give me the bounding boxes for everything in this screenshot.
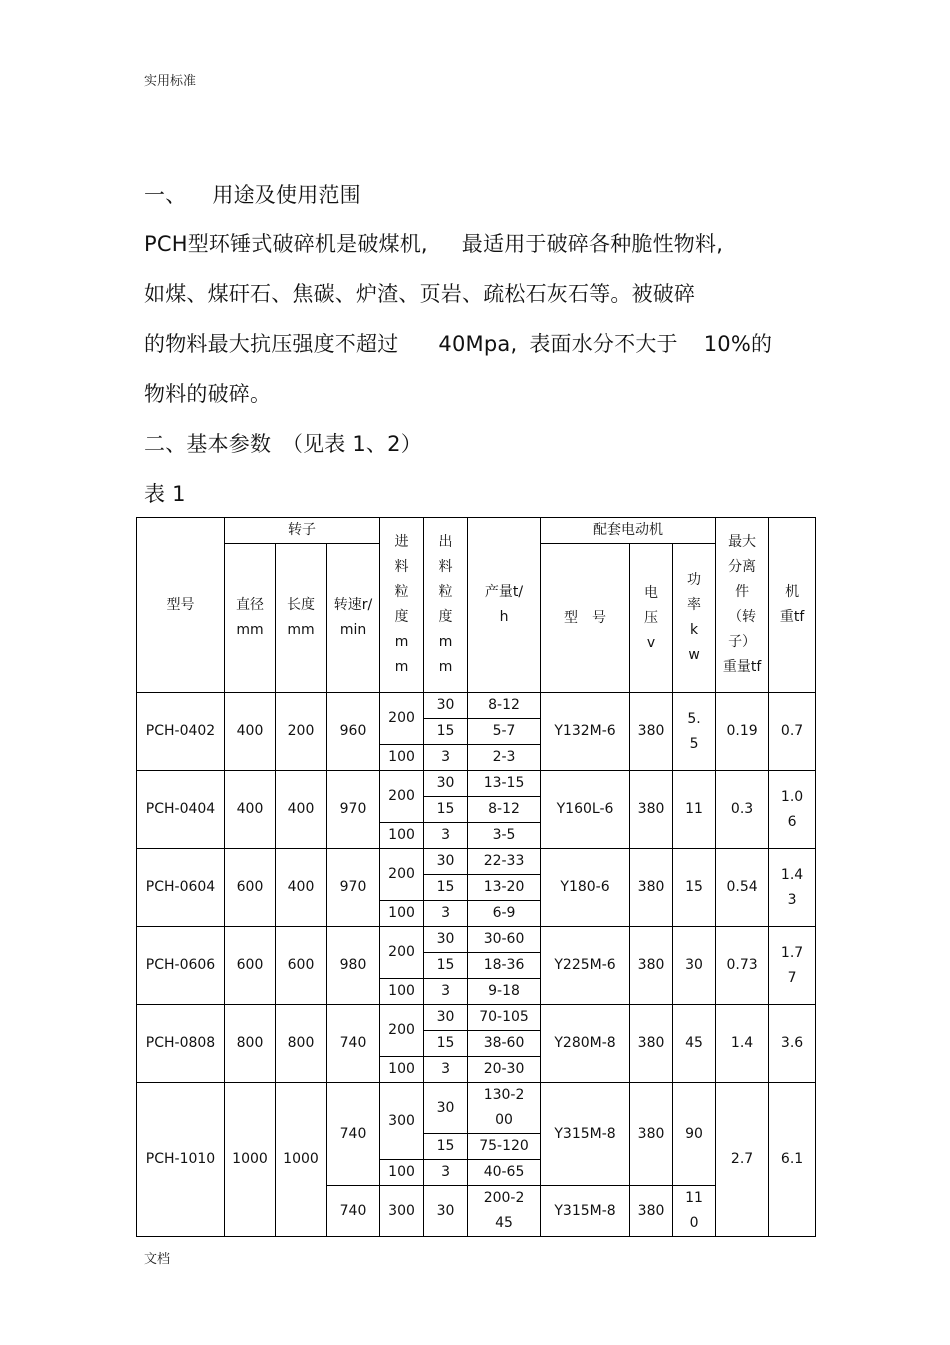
cell-out: 15	[424, 797, 468, 823]
cell-prod: 30-60	[468, 927, 541, 953]
cell-model: PCH-0606	[137, 927, 225, 1005]
cell-feed: 200	[380, 849, 424, 901]
header-power: 功率kw	[673, 544, 716, 693]
parameter-table	[136, 517, 816, 1237]
header-diameter: 直径mm	[225, 544, 276, 693]
table-row	[137, 927, 816, 953]
header-rotor: 转子	[225, 518, 380, 544]
cell-model: PCH-0808	[137, 1005, 225, 1083]
cell-motor: Y225M-6	[541, 927, 630, 1005]
page-footer: 文档	[144, 1252, 171, 1267]
cell-part-weight: 0.54	[716, 849, 769, 927]
cell-motor: Y315M-8	[541, 1083, 630, 1186]
cell-power: 110	[673, 1186, 716, 1237]
header-speed: 转速r/min	[327, 544, 380, 693]
cell-out: 30	[424, 693, 468, 719]
table-row	[137, 771, 816, 797]
header-motor: 配套电动机	[541, 518, 716, 544]
cell-diameter: 1000	[225, 1083, 276, 1237]
paragraph-line-2: 如煤、煤矸石、焦碳、炉渣、页岩、疏松石灰石等。被破碎	[144, 282, 696, 306]
paragraph-line-3: 的物料最大抗压强度不超过 40Mpa, 表面水分不大于 10%的	[144, 332, 773, 356]
cell-prod: 70-105	[468, 1005, 541, 1031]
cell-prod: 6-9	[468, 901, 541, 927]
cell-power: 90	[673, 1083, 716, 1186]
cell-prod: 18-36	[468, 953, 541, 979]
cell-motor: Y280M-8	[541, 1005, 630, 1083]
cell-weight: 6.1	[769, 1083, 816, 1237]
cell-diameter: 600	[225, 927, 276, 1005]
cell-power: 11	[673, 771, 716, 849]
cell-voltage: 380	[630, 693, 673, 771]
cell-feed: 100	[380, 901, 424, 927]
cell-speed: 980	[327, 927, 380, 1005]
cell-prod: 3-5	[468, 823, 541, 849]
cell-length: 400	[276, 849, 327, 927]
cell-power: 45	[673, 1005, 716, 1083]
cell-diameter: 600	[225, 849, 276, 927]
header-model: 型号	[137, 518, 225, 693]
cell-out: 30	[424, 927, 468, 953]
cell-feed: 100	[380, 745, 424, 771]
table-row	[137, 1083, 816, 1134]
cell-prod: 200-245	[468, 1186, 541, 1237]
table-caption: 表 1	[144, 482, 186, 506]
cell-power: 5.5	[673, 693, 716, 771]
cell-model: PCH-0604	[137, 849, 225, 927]
cell-feed: 200	[380, 927, 424, 979]
cell-voltage: 380	[630, 1186, 673, 1237]
cell-out: 3	[424, 1057, 468, 1083]
cell-speed: 960	[327, 693, 380, 771]
header-feed-size: 进料粒度mm	[380, 518, 424, 693]
cell-speed: 740	[327, 1005, 380, 1083]
section-1-title: 一、 用途及使用范围	[144, 183, 361, 207]
cell-motor: Y180-6	[541, 849, 630, 927]
cell-feed: 200	[380, 693, 424, 745]
cell-part-weight: 0.73	[716, 927, 769, 1005]
cell-part-weight: 1.4	[716, 1005, 769, 1083]
header-motor-model: 型 号	[541, 544, 630, 693]
cell-weight: 1.06	[769, 771, 816, 849]
cell-out: 30	[424, 1005, 468, 1031]
cell-prod: 130-200	[468, 1083, 541, 1134]
cell-speed: 740	[327, 1083, 380, 1186]
cell-part-weight: 0.19	[716, 693, 769, 771]
cell-length: 800	[276, 1005, 327, 1083]
cell-feed: 300	[380, 1083, 424, 1160]
cell-out: 3	[424, 979, 468, 1005]
cell-voltage: 380	[630, 849, 673, 927]
cell-motor: Y132M-6	[541, 693, 630, 771]
cell-prod: 8-12	[468, 797, 541, 823]
cell-prod: 13-15	[468, 771, 541, 797]
cell-part-weight: 0.3	[716, 771, 769, 849]
cell-feed: 100	[380, 823, 424, 849]
table-row	[137, 693, 816, 719]
header-row-1	[137, 518, 816, 544]
header-output-size: 出料粒度mm	[424, 518, 468, 693]
cell-prod: 38-60	[468, 1031, 541, 1057]
cell-voltage: 380	[630, 771, 673, 849]
cell-diameter: 800	[225, 1005, 276, 1083]
cell-feed: 300	[380, 1186, 424, 1237]
cell-prod: 5-7	[468, 719, 541, 745]
cell-feed: 200	[380, 1005, 424, 1057]
cell-feed: 100	[380, 1057, 424, 1083]
cell-feed: 200	[380, 771, 424, 823]
cell-voltage: 380	[630, 1083, 673, 1186]
section-2-title: 二、基本参数 （见表 1、2）	[144, 432, 422, 456]
cell-out: 15	[424, 1134, 468, 1160]
header-output: 产量t/h	[468, 518, 541, 693]
cell-length: 200	[276, 693, 327, 771]
cell-prod: 13-20	[468, 875, 541, 901]
cell-weight: 3.6	[769, 1005, 816, 1083]
cell-out: 3	[424, 901, 468, 927]
cell-model: PCH-0404	[137, 771, 225, 849]
cell-voltage: 380	[630, 927, 673, 1005]
paragraph-line-1: PCH型环锤式破碎机是破煤机, 最适用于破碎各种脆性物料,	[144, 232, 724, 256]
header-voltage: 电压v	[630, 544, 673, 693]
cell-prod: 20-30	[468, 1057, 541, 1083]
cell-out: 3	[424, 823, 468, 849]
header-machine-weight: 机重tf	[769, 518, 816, 693]
cell-feed: 100	[380, 979, 424, 1005]
page-header: 实用标准	[144, 74, 197, 89]
cell-out: 15	[424, 875, 468, 901]
cell-diameter: 400	[225, 771, 276, 849]
cell-power: 30	[673, 927, 716, 1005]
cell-length: 400	[276, 771, 327, 849]
cell-motor: Y160L-6	[541, 771, 630, 849]
cell-weight: 0.7	[769, 693, 816, 771]
cell-out: 3	[424, 1160, 468, 1186]
cell-prod: 8-12	[468, 693, 541, 719]
cell-prod: 2-3	[468, 745, 541, 771]
cell-length: 600	[276, 927, 327, 1005]
header-max-part-weight: 最大分离件（转子）重量tf	[716, 518, 769, 693]
cell-out: 30	[424, 771, 468, 797]
cell-diameter: 400	[225, 693, 276, 771]
cell-model: PCH-0402	[137, 693, 225, 771]
cell-model: PCH-1010	[137, 1083, 225, 1237]
cell-weight: 1.43	[769, 849, 816, 927]
paragraph-line-4: 物料的破碎。	[144, 382, 272, 406]
table-row	[137, 1005, 816, 1031]
cell-prod: 75-120	[468, 1134, 541, 1160]
cell-prod: 40-65	[468, 1160, 541, 1186]
cell-part-weight: 2.7	[716, 1083, 769, 1237]
cell-out: 15	[424, 953, 468, 979]
cell-out: 30	[424, 849, 468, 875]
cell-speed: 740	[327, 1186, 380, 1237]
cell-power: 15	[673, 849, 716, 927]
table-row	[137, 849, 816, 875]
cell-out: 15	[424, 1031, 468, 1057]
cell-out: 30	[424, 1083, 468, 1134]
cell-feed: 100	[380, 1160, 424, 1186]
cell-weight: 1.77	[769, 927, 816, 1005]
cell-out: 15	[424, 719, 468, 745]
cell-prod: 9-18	[468, 979, 541, 1005]
cell-voltage: 380	[630, 1005, 673, 1083]
cell-prod: 22-33	[468, 849, 541, 875]
cell-length: 1000	[276, 1083, 327, 1237]
cell-speed: 970	[327, 771, 380, 849]
cell-motor: Y315M-8	[541, 1186, 630, 1237]
cell-out: 3	[424, 745, 468, 771]
header-length: 长度mm	[276, 544, 327, 693]
cell-out: 30	[424, 1186, 468, 1237]
cell-speed: 970	[327, 849, 380, 927]
